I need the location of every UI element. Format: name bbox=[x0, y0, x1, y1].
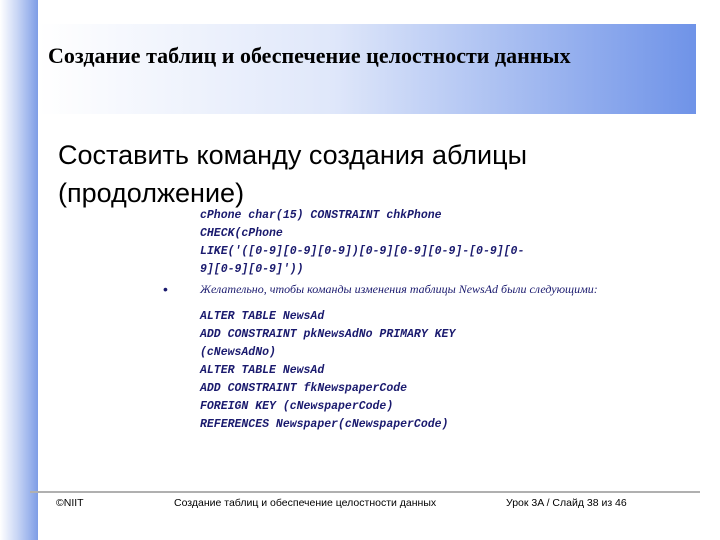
footer-course-title: Создание таблиц и обеспечение целостности данных bbox=[174, 497, 437, 509]
code-block-alter-table: ALTER TABLE NewsAd ADD CONSTRAINT pkNewsAdNo PRIMARY KEY (cNewsAdNo) ALTER TABLE NewsAd ADD CONSTRAINT fkNewspaperCode FOREIGN KEY (cNewspaperCode) REFERENCES Newspaper(cNewspaperCode) bbox=[200, 310, 456, 431]
footer-divider bbox=[30, 491, 700, 493]
bullet-icon: • bbox=[163, 281, 168, 297]
slide-subtitle: Составить команду создания аблицы (продолжение) bbox=[58, 140, 527, 208]
bullet-text: Желательно, чтобы команды изменения таблицы NewsAd были следующими: bbox=[200, 282, 598, 296]
slide-title: Создание таблиц и обеспечение целостности данных bbox=[48, 43, 571, 68]
footer-copyright: ©NIIT bbox=[56, 497, 84, 509]
footer-slide-number: Урок 3A / Слайд 38 из 46 bbox=[506, 497, 627, 509]
left-decorative-bar bbox=[0, 0, 38, 540]
code-block-phone-constraint: cPhone char(15) CONSTRAINT chkPhone CHECK(cPhone LIKE('([0-9][0-9][0-9])[0-9][0-9][0-9]-[0-9][0- 9][0-9][0-9]')) bbox=[200, 209, 525, 276]
